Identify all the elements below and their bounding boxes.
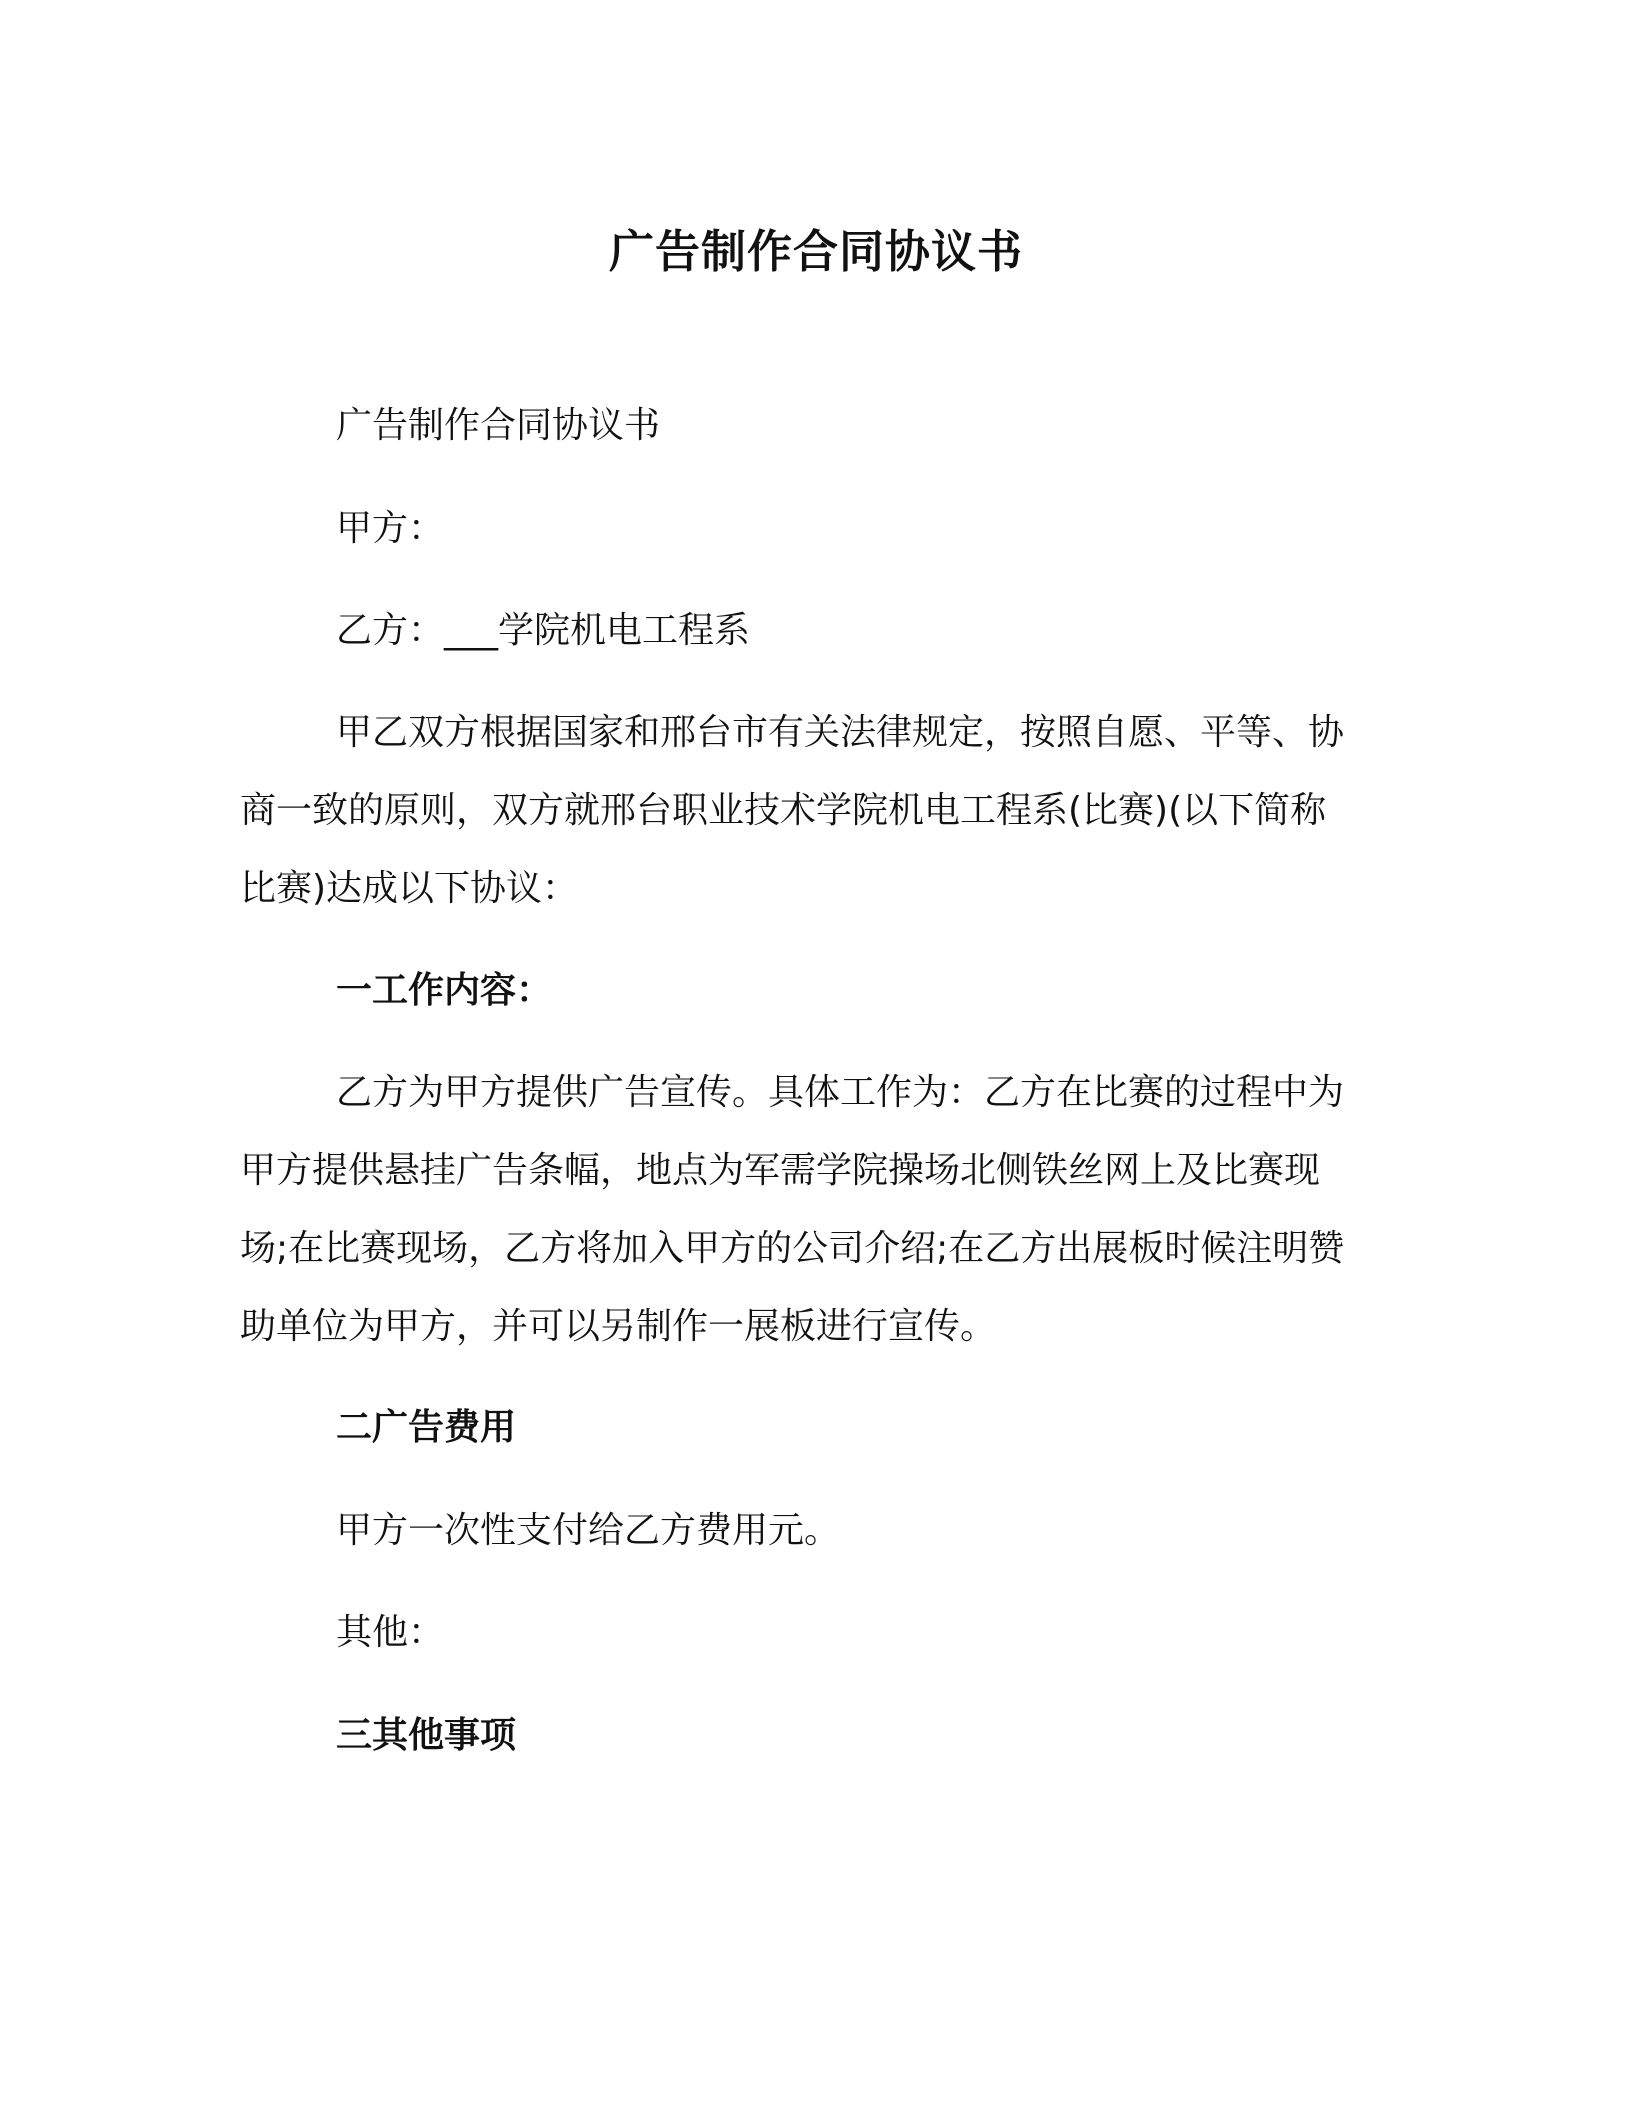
intro-line: 商一致的原则，双方就邢台职业技术学院机电工程系(比赛)(以下简称 xyxy=(240,790,1327,831)
document-title: 广告制作合同协议书 xyxy=(608,225,1023,278)
section1-line: 场;在比赛现场，乙方将加入甲方的公司介绍;在乙方出展板时候注明赞 xyxy=(240,1228,1345,1269)
section2-body: 甲方一次性支付给乙方费用元。 xyxy=(336,1510,841,1551)
section1-line: 助单位为甲方，并可以另制作一展板进行宣传。 xyxy=(240,1306,997,1347)
section1-paragraph xyxy=(240,1054,1392,1366)
section1-line: 甲方提供悬挂广告条幅，地点为军需学院操场北侧铁丝网上及比赛现 xyxy=(240,1150,1321,1191)
section1-line: 乙方为甲方提供广告宣传。具体工作为：乙方在比赛的过程中为 xyxy=(336,1072,1345,1113)
other-label: 其他： xyxy=(336,1612,445,1653)
intro-line: 甲乙双方根据国家和邢台市有关法律规定，按照自愿、平等、协 xyxy=(336,712,1345,753)
document-subtitle: 广告制作合同协议书 xyxy=(336,405,661,446)
section3-heading: 三其他事项 xyxy=(336,1715,517,1756)
party-b-line: 乙方：___学院机电工程系 xyxy=(336,610,751,651)
section2-heading: 二广告费用 xyxy=(336,1407,517,1448)
intro-line: 比赛)达成以下协议： xyxy=(240,868,579,909)
party-a-line: 甲方： xyxy=(336,508,445,549)
section1-heading: 一工作内容： xyxy=(336,970,553,1011)
intro-paragraph xyxy=(240,694,1392,928)
